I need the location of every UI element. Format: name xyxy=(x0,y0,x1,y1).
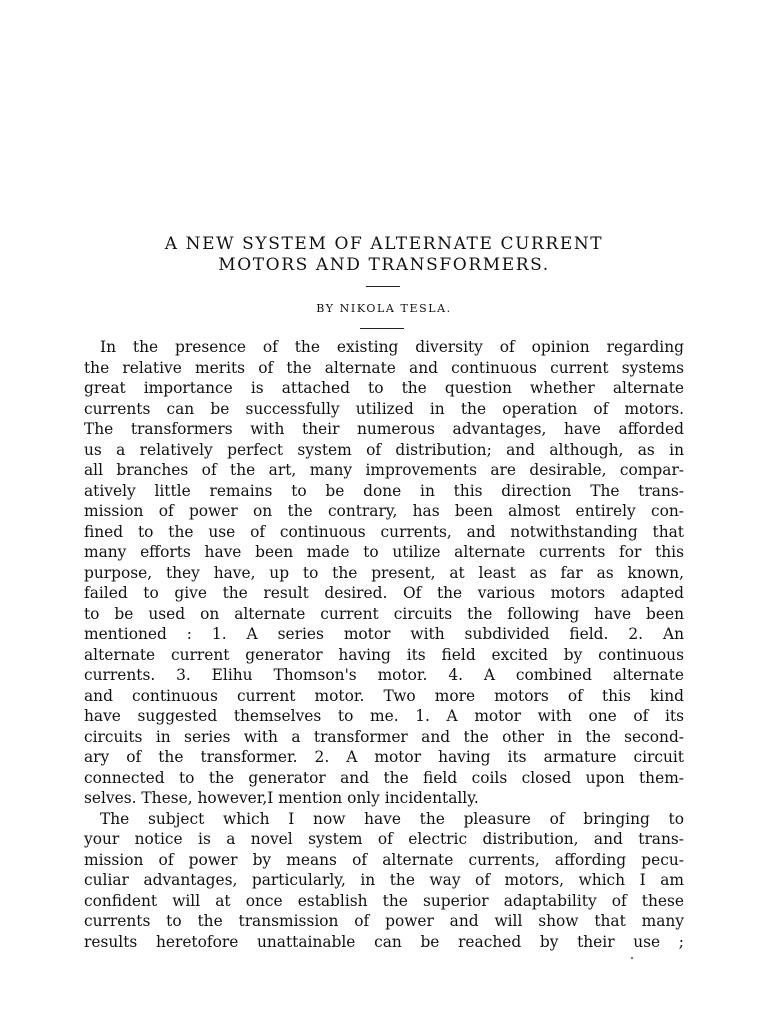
scan-speck xyxy=(631,957,633,959)
text-line: mission of power by means of alternate currents, affording pecu- xyxy=(84,850,684,869)
text-line: to be used on alternate current circuits the following have been xyxy=(84,604,684,623)
text-line: circuits in series with a transformer and the other in the second- xyxy=(84,727,684,746)
text-line: all branches of the art, many improvements are desirable, compar- xyxy=(84,461,684,479)
text-line: alternate current generator having its field excited by continuous xyxy=(84,645,684,664)
text-line: your notice is a novel system of electric distribution, and trans- xyxy=(84,830,684,848)
title-line-1: A NEW SYSTEM OF ALTERNATE CURRENT xyxy=(164,234,604,254)
text-line: The subject which I now have the pleasure of bringing to xyxy=(100,809,684,828)
text-line: have suggested themselves to me. 1. A motor with one of its xyxy=(84,707,684,725)
text-line: ary of the transformer. 2. A motor having its armature circuit xyxy=(84,748,684,766)
text-line: atively little remains to be done in this direction The trans- xyxy=(84,481,684,500)
text-line: failed to give the result desired. Of the various motors adapted xyxy=(84,584,684,602)
title-divider xyxy=(366,286,400,287)
text-line: currents. 3. Elihu Thomson's motor. 4. A combined alternate xyxy=(84,666,684,684)
document-title xyxy=(0,234,768,276)
text-line: selves. These, however,I mention only incidentally. xyxy=(84,789,479,807)
text-line: great importance is attached to the question whether alternate xyxy=(84,379,684,397)
article-body xyxy=(84,337,684,952)
text-line: confident will at once establish the superior adaptability of these xyxy=(84,891,684,910)
paragraph-2 xyxy=(84,809,684,953)
text-line: currents to the transmission of power and will show that many xyxy=(84,912,684,930)
text-line: culiar advantages, particularly, in the way of motors, which I am xyxy=(84,871,684,889)
text-line: the relative merits of the alternate and continuous current systems xyxy=(84,358,684,377)
text-line: connected to the generator and the field coils closed upon them- xyxy=(84,768,684,787)
paragraph-1 xyxy=(84,337,684,809)
byline-divider xyxy=(360,328,404,329)
text-line: mission of power on the contrary, has been almost entirely con- xyxy=(84,502,684,520)
text-line: results heretofore unattainable can be reached by their use ; xyxy=(84,932,684,951)
text-line: purpose, they have, up to the present, at least as far as known, xyxy=(84,563,684,582)
text-line: many efforts have been made to utilize alternate currents for this xyxy=(84,543,684,561)
author-byline: BY NIKOLA TESLA. xyxy=(316,302,452,315)
title-line-2: MOTORS AND TRANSFORMERS. xyxy=(218,255,550,275)
text-line: fined to the use of continuous currents, and notwithstanding that xyxy=(84,522,684,541)
text-line: and continuous current motor. Two more motors of this kind xyxy=(84,686,684,705)
text-line: In the presence of the existing diversity of opinion regarding xyxy=(100,338,684,356)
text-line: The transformers with their numerous advantages, have afforded xyxy=(84,420,684,438)
text-line: mentioned : 1. A series motor with subdivided field. 2. An xyxy=(84,625,684,643)
text-line: us a relatively perfect system of distribution; and although, as in xyxy=(84,440,684,459)
text-line: currents can be successfully utilized in the operation of motors. xyxy=(84,399,684,418)
